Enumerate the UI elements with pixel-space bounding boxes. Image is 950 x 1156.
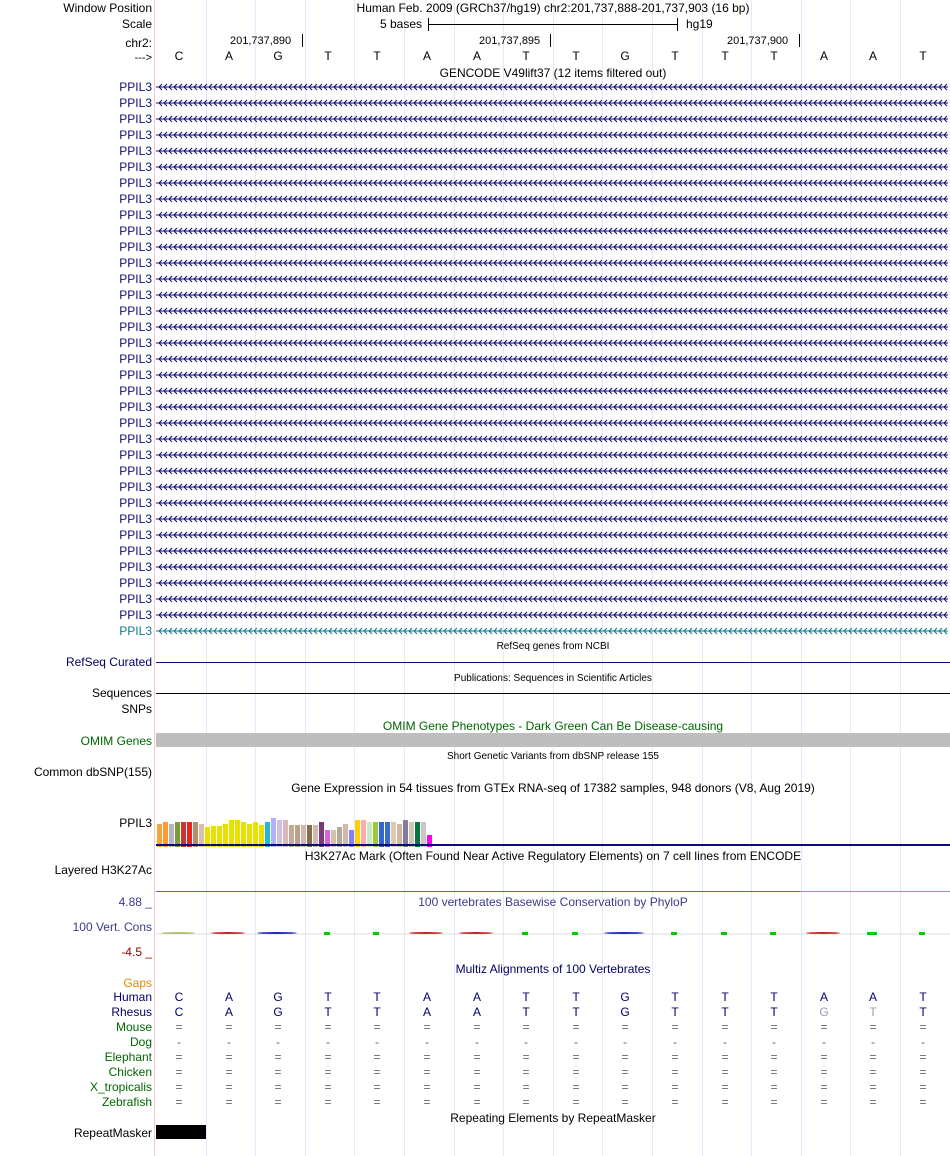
gencode-transcript[interactable] bbox=[156, 112, 948, 126]
multiz-base: = bbox=[522, 1080, 530, 1094]
multiz-base: - bbox=[723, 1035, 727, 1049]
phylop-mark bbox=[770, 932, 776, 935]
phylop-mark bbox=[867, 932, 877, 935]
reference-base: A bbox=[868, 49, 877, 63]
gencode-transcript[interactable] bbox=[156, 416, 948, 430]
multiz-base: = bbox=[324, 1020, 332, 1034]
h3k27-title: H3K27Ac Mark (Often Found Near Active Regulatory Elements) on 7 cell lines from ENCODE bbox=[304, 849, 802, 863]
multiz-base: = bbox=[373, 1095, 381, 1109]
gencode-gene-label[interactable]: PPIL3 bbox=[119, 176, 152, 190]
reference-base: T bbox=[770, 49, 778, 63]
multiz-base: = bbox=[473, 1065, 481, 1079]
gencode-transcript[interactable] bbox=[156, 624, 948, 638]
multiz-base: = bbox=[225, 1050, 233, 1064]
multiz-base: = bbox=[621, 1065, 629, 1079]
scale-bar bbox=[428, 18, 678, 32]
multiz-base: = bbox=[770, 1020, 778, 1034]
multiz-base: T bbox=[572, 990, 580, 1004]
gencode-gene-label[interactable]: PPIL3 bbox=[119, 400, 152, 414]
multiz-base: = bbox=[820, 1095, 828, 1109]
multiz-base: = bbox=[621, 1080, 629, 1094]
multiz-base: = bbox=[423, 1020, 431, 1034]
gencode-gene-label[interactable]: PPIL3 bbox=[119, 336, 152, 350]
multiz-base: - bbox=[772, 1035, 776, 1049]
gencode-gene-label[interactable]: PPIL3 bbox=[119, 432, 152, 446]
gtex-tissue-bar[interactable] bbox=[229, 820, 234, 847]
multiz-base: = bbox=[770, 1080, 778, 1094]
gencode-gene-label[interactable]: PPIL3 bbox=[119, 224, 152, 238]
reference-base: T bbox=[671, 49, 679, 63]
gencode-gene-label[interactable]: PPIL3 bbox=[119, 96, 152, 110]
reference-base: T bbox=[919, 49, 927, 63]
coord-tick-mark-1 bbox=[302, 34, 303, 47]
assembly-position-text: Human Feb. 2009 (GRCh37/hg19) chr2:201,737,888-201,737,903 (16 bp) bbox=[356, 1, 750, 15]
multiz-base: = bbox=[324, 1095, 332, 1109]
multiz-base: = bbox=[522, 1065, 530, 1079]
phylop-mark bbox=[604, 932, 644, 934]
chr-label: chr2: bbox=[125, 36, 152, 50]
gencode-transcript[interactable] bbox=[156, 592, 948, 606]
multiz-base: = bbox=[572, 1065, 580, 1079]
multiz-base: = bbox=[522, 1050, 530, 1064]
multiz-base: - bbox=[623, 1035, 627, 1049]
gencode-transcript[interactable] bbox=[156, 256, 948, 270]
gencode-transcript[interactable] bbox=[156, 400, 948, 414]
gencode-gene-label[interactable]: PPIL3 bbox=[119, 352, 152, 366]
repeat-element[interactable] bbox=[156, 1125, 206, 1139]
multiz-species-label[interactable]: Elephant bbox=[104, 1050, 152, 1064]
multiz-base: = bbox=[274, 1095, 282, 1109]
multiz-base: = bbox=[572, 1020, 580, 1034]
multiz-base: = bbox=[621, 1020, 629, 1034]
multiz-base: = bbox=[572, 1095, 580, 1109]
multiz-base: = bbox=[671, 1065, 679, 1079]
multiz-species-label[interactable]: Dog bbox=[129, 1035, 152, 1049]
gencode-gene-label[interactable]: PPIL3 bbox=[119, 512, 152, 526]
gencode-transcript[interactable] bbox=[156, 320, 948, 334]
gencode-gene-label[interactable]: PPIL3 bbox=[119, 256, 152, 270]
multiz-base: = bbox=[869, 1095, 877, 1109]
repeat-label[interactable]: RepeatMasker bbox=[73, 1126, 152, 1140]
multiz-base: - bbox=[822, 1035, 826, 1049]
reference-base: C bbox=[174, 49, 184, 63]
multiz-base: - bbox=[326, 1035, 330, 1049]
window-position-label: Window Position bbox=[63, 1, 152, 15]
phylop-max: 4.88 _ bbox=[118, 895, 152, 909]
multiz-base: = bbox=[919, 1050, 927, 1064]
phylop-title: 100 vertebrates Basewise Conservation by PhyloP bbox=[418, 895, 688, 909]
multiz-base: T bbox=[572, 1005, 580, 1019]
gencode-transcript[interactable] bbox=[156, 80, 948, 94]
omim-label[interactable]: OMIM Genes bbox=[80, 734, 152, 748]
gencode-gene-label[interactable]: PPIL3 bbox=[119, 592, 152, 606]
multiz-species-label[interactable]: X_tropicalis bbox=[89, 1080, 152, 1094]
multiz-base: T bbox=[919, 1005, 927, 1019]
multiz-species-label[interactable]: Chicken bbox=[108, 1065, 152, 1079]
omim-title: OMIM Gene Phenotypes - Dark Green Can Be Disease-causing bbox=[382, 719, 724, 733]
gencode-transcript[interactable] bbox=[156, 208, 948, 222]
phylop-mark bbox=[409, 932, 443, 934]
gencode-transcript[interactable] bbox=[156, 480, 948, 494]
scale-db: hg19 bbox=[686, 17, 713, 31]
gencode-transcript[interactable] bbox=[156, 384, 948, 398]
multiz-base: = bbox=[522, 1020, 530, 1034]
reference-base: T bbox=[324, 49, 332, 63]
multiz-base: = bbox=[225, 1080, 233, 1094]
multiz-base: = bbox=[473, 1095, 481, 1109]
multiz-base: - bbox=[177, 1035, 181, 1049]
multiz-species-label[interactable]: Human bbox=[113, 990, 152, 1004]
label-separator bbox=[154, 0, 155, 1156]
coord-tick-mark-2 bbox=[550, 34, 551, 47]
gencode-gene-label[interactable]: PPIL3 bbox=[119, 192, 152, 206]
phylop-mark bbox=[522, 932, 528, 935]
multiz-base: T bbox=[671, 990, 679, 1004]
multiz-base: - bbox=[375, 1035, 379, 1049]
multiz-base: = bbox=[175, 1065, 183, 1079]
gencode-gene-label[interactable]: PPIL3 bbox=[119, 464, 152, 478]
gencode-gene-label[interactable]: PPIL3 bbox=[119, 480, 152, 494]
multiz-base: = bbox=[621, 1050, 629, 1064]
dbsnp-label[interactable]: Common dbSNP(155) bbox=[33, 765, 152, 779]
phylop-mark bbox=[919, 932, 925, 935]
reference-base: A bbox=[819, 49, 828, 63]
multiz-base: = bbox=[869, 1080, 877, 1094]
gencode-gene-label[interactable]: PPIL3 bbox=[119, 304, 152, 318]
multiz-base: = bbox=[621, 1095, 629, 1109]
gtex-tissue-bar[interactable] bbox=[355, 820, 360, 847]
gencode-transcript[interactable] bbox=[156, 128, 948, 142]
multiz-base: = bbox=[274, 1020, 282, 1034]
gencode-gene-label[interactable]: PPIL3 bbox=[119, 208, 152, 222]
multiz-base: = bbox=[721, 1065, 729, 1079]
multiz-base: - bbox=[425, 1035, 429, 1049]
reference-base: T bbox=[572, 49, 580, 63]
phylop-mark bbox=[211, 932, 245, 934]
multiz-base: = bbox=[572, 1050, 580, 1064]
multiz-base: - bbox=[871, 1035, 875, 1049]
multiz-base: = bbox=[770, 1095, 778, 1109]
multiz-base: = bbox=[274, 1050, 282, 1064]
multiz-base: G bbox=[620, 1005, 630, 1019]
gencode-gene-label[interactable]: PPIL3 bbox=[119, 416, 152, 430]
multiz-base: A bbox=[224, 990, 233, 1004]
multiz-base: T bbox=[373, 990, 381, 1004]
gtex-tissue-bar[interactable] bbox=[283, 820, 288, 847]
gtex-tissue-bar[interactable] bbox=[235, 820, 240, 847]
phylop-mark bbox=[257, 932, 297, 934]
gencode-transcript[interactable] bbox=[156, 144, 948, 158]
gencode-transcript[interactable] bbox=[156, 224, 948, 238]
coord-tick-2: 201,737,895 bbox=[479, 35, 541, 47]
multiz-base: G bbox=[273, 990, 283, 1004]
omim-gene-bar[interactable] bbox=[156, 733, 950, 747]
multiz-base: = bbox=[721, 1080, 729, 1094]
gencode-gene-label[interactable]: PPIL3 bbox=[119, 576, 152, 590]
multiz-base: = bbox=[671, 1050, 679, 1064]
phylop-mark bbox=[373, 932, 379, 935]
gencode-transcript[interactable] bbox=[156, 192, 948, 206]
gencode-gene-label[interactable]: PPIL3 bbox=[119, 80, 152, 94]
multiz-base: G bbox=[620, 990, 630, 1004]
multiz-species-label[interactable]: Zebrafish bbox=[101, 1095, 152, 1109]
phylop-mark bbox=[324, 932, 330, 935]
multiz-base: G bbox=[273, 1005, 283, 1019]
multiz-base: = bbox=[820, 1065, 828, 1079]
phylop-mark bbox=[671, 932, 677, 935]
refseq-gene-line[interactable] bbox=[156, 662, 950, 663]
multiz-base: T bbox=[522, 1005, 530, 1019]
multiz-base: = bbox=[324, 1050, 332, 1064]
multiz-base: = bbox=[473, 1020, 481, 1034]
multiz-base: = bbox=[820, 1050, 828, 1064]
multiz-base: = bbox=[274, 1065, 282, 1079]
gtex-tissue-bar[interactable] bbox=[403, 820, 408, 847]
gencode-transcript[interactable] bbox=[156, 560, 948, 574]
multiz-base: A bbox=[868, 990, 877, 1004]
multiz-base: A bbox=[472, 990, 481, 1004]
gencode-transcript[interactable] bbox=[156, 368, 948, 382]
gaps-label[interactable]: Gaps bbox=[123, 976, 152, 990]
gencode-transcript[interactable] bbox=[156, 528, 948, 542]
multiz-base: = bbox=[869, 1020, 877, 1034]
pubs-title: Publications: Sequences in Scientific Articles bbox=[454, 673, 652, 684]
multiz-base: = bbox=[572, 1080, 580, 1094]
gencode-gene-label[interactable]: PPIL3 bbox=[119, 160, 152, 174]
multiz-base: T bbox=[770, 1005, 778, 1019]
gtex-tissue-bar[interactable] bbox=[271, 818, 276, 847]
multiz-base: = bbox=[225, 1095, 233, 1109]
pubs-line[interactable] bbox=[156, 693, 950, 694]
gtex-tissue-bar[interactable] bbox=[277, 820, 282, 847]
multiz-base: T bbox=[522, 990, 530, 1004]
multiz-base: C bbox=[174, 990, 184, 1004]
coord-tick-1: 201,737,890 bbox=[230, 35, 292, 47]
multiz-base: = bbox=[671, 1080, 679, 1094]
multiz-base: = bbox=[671, 1020, 679, 1034]
phylop-signal[interactable] bbox=[156, 925, 950, 941]
gtex-baseline bbox=[156, 844, 950, 846]
gencode-gene-label[interactable]: PPIL3 bbox=[119, 384, 152, 398]
multiz-base: = bbox=[671, 1095, 679, 1109]
coord-tick-3: 201,737,900 bbox=[727, 35, 789, 47]
multiz-base: - bbox=[524, 1035, 528, 1049]
gencode-gene-label[interactable]: PPIL3 bbox=[119, 288, 152, 302]
refseq-title: RefSeq genes from NCBI bbox=[496, 641, 610, 652]
reference-base: A bbox=[472, 49, 481, 63]
multiz-base: T bbox=[721, 1005, 729, 1019]
multiz-base: T bbox=[671, 1005, 679, 1019]
gencode-transcript[interactable] bbox=[156, 240, 948, 254]
multiz-base: = bbox=[721, 1095, 729, 1109]
multiz-base: G bbox=[819, 1005, 829, 1019]
multiz-base: T bbox=[324, 990, 332, 1004]
multiz-base: = bbox=[721, 1050, 729, 1064]
multiz-base: = bbox=[175, 1050, 183, 1064]
phylop-mark bbox=[806, 932, 840, 934]
gencode-transcript[interactable] bbox=[156, 448, 948, 462]
phylop-mark bbox=[459, 932, 493, 934]
multiz-base: = bbox=[373, 1065, 381, 1079]
repeat-title: Repeating Elements by RepeatMasker bbox=[450, 1111, 656, 1125]
multiz-base: = bbox=[274, 1080, 282, 1094]
multiz-base: = bbox=[522, 1095, 530, 1109]
gtex-bars[interactable] bbox=[156, 797, 950, 847]
gencode-gene-label[interactable]: PPIL3 bbox=[119, 272, 152, 286]
multiz-base: = bbox=[721, 1020, 729, 1034]
reference-base: T bbox=[373, 49, 381, 63]
gencode-gene-label[interactable]: PPIL3 bbox=[119, 624, 152, 638]
multiz-base: = bbox=[225, 1020, 233, 1034]
phylop-min: -4.5 _ bbox=[121, 945, 152, 959]
multiz-base: A bbox=[819, 990, 828, 1004]
reference-base: A bbox=[224, 49, 233, 63]
multiz-base: = bbox=[423, 1050, 431, 1064]
multiz-base: = bbox=[225, 1065, 233, 1079]
multiz-base: - bbox=[574, 1035, 578, 1049]
multiz-base: T bbox=[869, 1005, 877, 1019]
reference-base: G bbox=[620, 49, 630, 63]
multiz-base: = bbox=[869, 1050, 877, 1064]
multiz-base: = bbox=[919, 1065, 927, 1079]
multiz-base: T bbox=[770, 990, 778, 1004]
gencode-transcript[interactable] bbox=[156, 96, 948, 110]
multiz-base: = bbox=[473, 1080, 481, 1094]
multiz-base: = bbox=[373, 1080, 381, 1094]
multiz-base: = bbox=[324, 1065, 332, 1079]
gencode-transcript[interactable] bbox=[156, 544, 948, 558]
gencode-transcript[interactable] bbox=[156, 160, 948, 174]
gencode-gene-label[interactable]: PPIL3 bbox=[119, 496, 152, 510]
multiz-base: T bbox=[373, 1005, 381, 1019]
gencode-gene-label[interactable]: PPIL3 bbox=[119, 128, 152, 142]
multiz-base: = bbox=[770, 1050, 778, 1064]
multiz-base: - bbox=[276, 1035, 280, 1049]
phylop-mark bbox=[721, 932, 727, 935]
gencode-transcript[interactable] bbox=[156, 336, 948, 350]
multiz-base: - bbox=[673, 1035, 677, 1049]
gtex-label[interactable]: PPIL3 bbox=[119, 816, 152, 830]
gencode-transcript[interactable] bbox=[156, 576, 948, 590]
pubs-label[interactable]: Sequences bbox=[91, 686, 152, 700]
reference-base: T bbox=[721, 49, 729, 63]
multiz-base: = bbox=[820, 1080, 828, 1094]
snps-label[interactable]: SNPs bbox=[121, 702, 152, 716]
h3k27-label[interactable]: Layered H3K27Ac bbox=[54, 863, 152, 877]
multiz-base: = bbox=[324, 1080, 332, 1094]
gencode-transcript[interactable] bbox=[156, 176, 948, 190]
multiz-base: T bbox=[324, 1005, 332, 1019]
gencode-gene-label[interactable]: PPIL3 bbox=[119, 144, 152, 158]
scale-text: 5 bases bbox=[380, 17, 423, 31]
dbsnp-title: Short Genetic Variants from dbSNP release 155 bbox=[447, 751, 659, 762]
multiz-base: C bbox=[174, 1005, 184, 1019]
reference-base: A bbox=[422, 49, 431, 63]
gencode-gene-label[interactable]: PPIL3 bbox=[119, 608, 152, 622]
multiz-base: A bbox=[422, 1005, 431, 1019]
multiz-base: = bbox=[175, 1095, 183, 1109]
gencode-transcript[interactable] bbox=[156, 464, 948, 478]
multiz-base: = bbox=[770, 1065, 778, 1079]
gencode-transcript[interactable] bbox=[156, 512, 948, 526]
phylop-label[interactable]: 100 Vert. Cons bbox=[72, 920, 152, 934]
multiz-base: = bbox=[175, 1020, 183, 1034]
multiz-base: = bbox=[373, 1020, 381, 1034]
gencode-gene-label[interactable]: PPIL3 bbox=[119, 320, 152, 334]
scale-label: Scale bbox=[121, 17, 152, 31]
gencode-gene-label[interactable]: PPIL3 bbox=[119, 560, 152, 574]
h3k27-line-2 bbox=[800, 891, 950, 892]
multiz-base: A bbox=[224, 1005, 233, 1019]
gencode-gene-label[interactable]: PPIL3 bbox=[119, 112, 152, 126]
gencode-transcript[interactable] bbox=[156, 288, 948, 302]
multiz-base: = bbox=[919, 1020, 927, 1034]
reference-base: G bbox=[273, 49, 283, 63]
multiz-base: T bbox=[721, 990, 729, 1004]
multiz-base: A bbox=[422, 990, 431, 1004]
multiz-base: = bbox=[423, 1095, 431, 1109]
multiz-base: T bbox=[919, 990, 927, 1004]
multiz-base: = bbox=[175, 1080, 183, 1094]
multiz-species-label[interactable]: Rhesus bbox=[111, 1005, 152, 1019]
multiz-base: A bbox=[472, 1005, 481, 1019]
multiz-base: = bbox=[919, 1095, 927, 1109]
multiz-base: = bbox=[919, 1080, 927, 1094]
gencode-gene-label[interactable]: PPIL3 bbox=[119, 544, 152, 558]
gencode-transcript[interactable] bbox=[156, 272, 948, 286]
gtex-title: Gene Expression in 54 tissues from GTEx RNA-seq of 17382 samples, 948 donors (V8, Aug 2019) bbox=[291, 781, 815, 795]
gencode-gene-label[interactable]: PPIL3 bbox=[119, 368, 152, 382]
multiz-base: - bbox=[475, 1035, 479, 1049]
multiz-species-label[interactable]: Mouse bbox=[115, 1020, 152, 1034]
gencode-transcript[interactable] bbox=[156, 304, 948, 318]
gencode-transcript[interactable] bbox=[156, 496, 948, 510]
gencode-gene-label[interactable]: PPIL3 bbox=[119, 240, 152, 254]
multiz-base: - bbox=[227, 1035, 231, 1049]
gencode-gene-label[interactable]: PPIL3 bbox=[119, 528, 152, 542]
strand-arrow-label: ---> bbox=[134, 52, 152, 64]
h3k27-line-1 bbox=[156, 891, 800, 892]
multiz-base: = bbox=[373, 1050, 381, 1064]
phylop-mark bbox=[572, 932, 578, 935]
multiz-base: - bbox=[921, 1035, 925, 1049]
multiz-base: = bbox=[473, 1050, 481, 1064]
reference-base: T bbox=[522, 49, 530, 63]
gencode-transcript[interactable] bbox=[156, 432, 948, 446]
coord-tick-mark-3 bbox=[799, 34, 800, 47]
multiz-base: = bbox=[869, 1065, 877, 1079]
refseq-label[interactable]: RefSeq Curated bbox=[65, 655, 152, 669]
phylop-mark bbox=[161, 932, 195, 934]
gencode-title: GENCODE V49lift37 (12 items filtered out) bbox=[439, 66, 667, 80]
gtex-tissue-bar[interactable] bbox=[361, 820, 366, 847]
multiz-title: Multiz Alignments of 100 Vertebrates bbox=[455, 962, 651, 976]
gencode-transcript[interactable] bbox=[156, 352, 948, 366]
multiz-base: = bbox=[820, 1020, 828, 1034]
gencode-gene-label[interactable]: PPIL3 bbox=[119, 448, 152, 462]
multiz-base: = bbox=[423, 1080, 431, 1094]
gencode-transcript[interactable] bbox=[156, 608, 948, 622]
multiz-base: = bbox=[423, 1065, 431, 1079]
